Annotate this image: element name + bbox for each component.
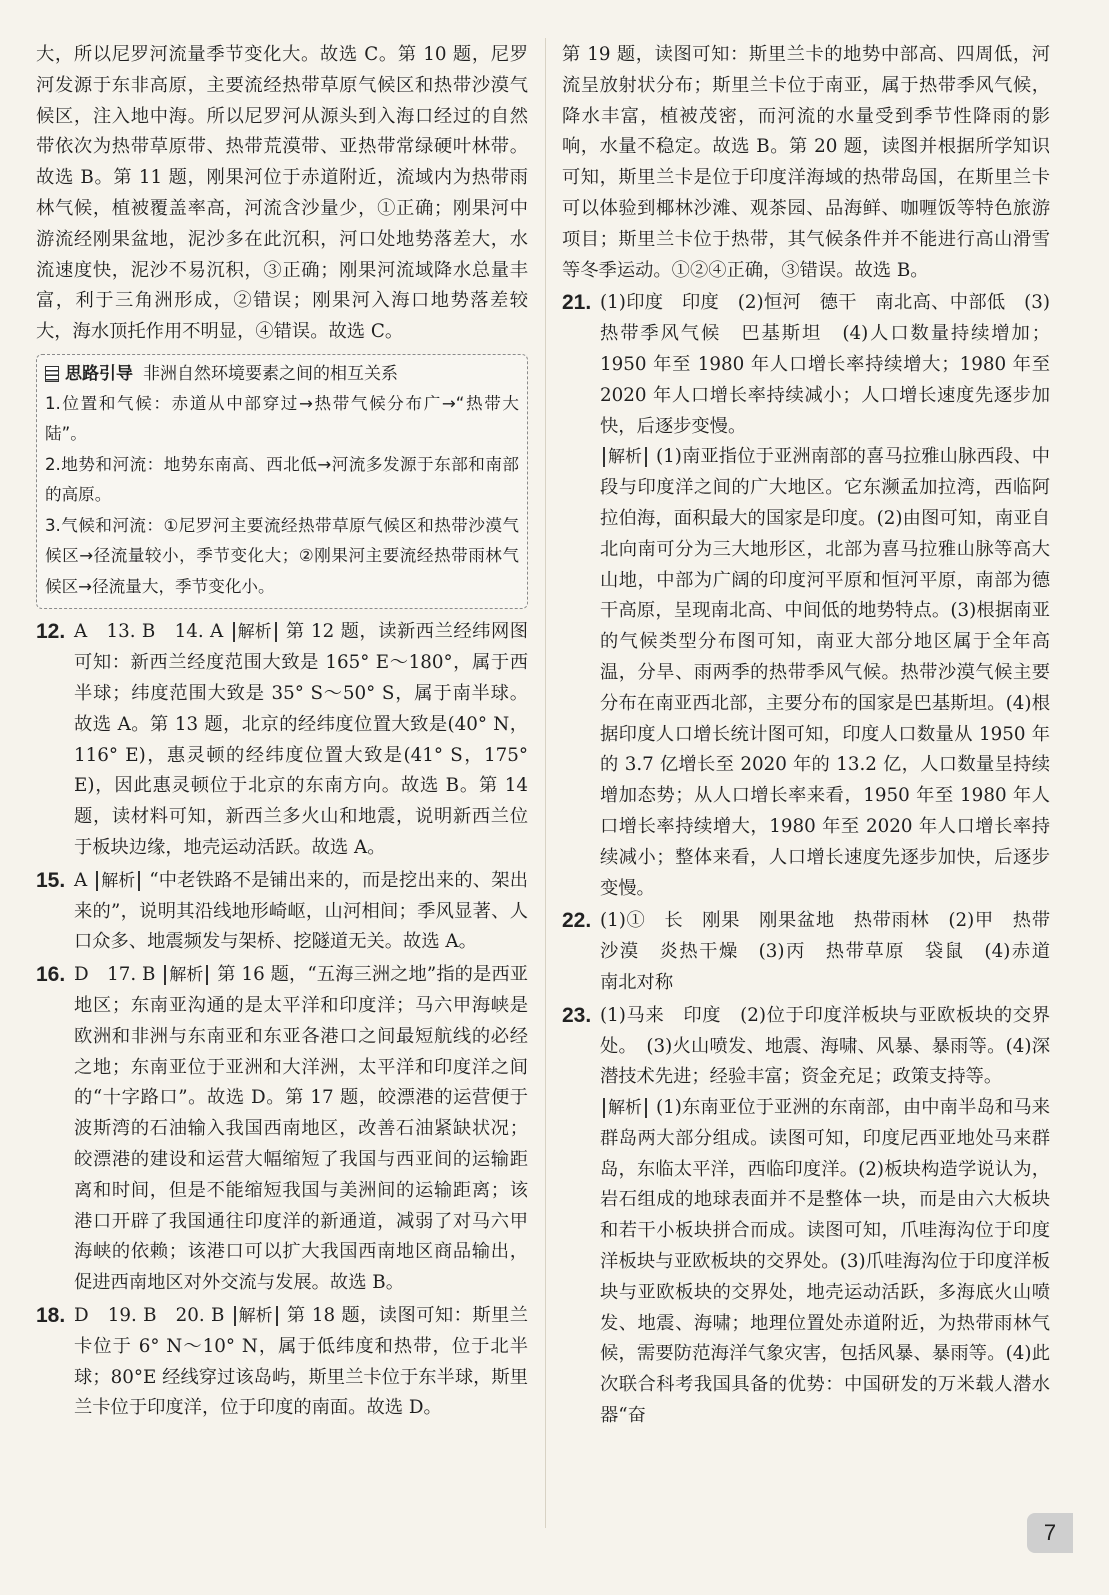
question-body	[600, 906, 1069, 998]
answer-choices: A	[74, 869, 88, 891]
question-body	[74, 1301, 528, 1424]
analysis-tag: 解析	[603, 447, 647, 467]
answer-choices: D 17. B	[74, 964, 156, 986]
question-item-22	[562, 906, 1069, 998]
analysis-block	[600, 1093, 1050, 1432]
hint-title-row	[45, 359, 519, 389]
question-item-21	[562, 288, 1050, 904]
question-body	[74, 617, 528, 863]
question-body	[600, 1001, 1050, 1432]
question-number: 18.	[36, 1304, 66, 1327]
analysis-text: (1)南亚指位于亚洲南部的喜马拉雅山脉西段、中段与印度洋之间的广大地区。它东濒孟加拉湾，西临阿拉伯海，面积最大的国家是印度。(2)由图可知，南亚自北向南可分为三大地形区，北部为喜马拉雅山脉等高大山地，中部为广阔的印度河平原和恒河平原，南部为德干高原，呈现南北高、中间低的地势特点。(3)根据南亚的气候类型分布图可知，南亚大部分地区属于全年高温，分旱、雨两季的热带季风气候。热带沙漠气候主要分布在南亚西北部，主要分布的国家是巴基斯坦。(4)根据印度人口增长统计图可知，印度人口数量从 1950 年的 3.7 亿增长至 2020 年的 13.2 亿，人口数量呈持续增加态势；从人口增长率来看，1950 年至 1980 年人口增长率持续增大，1980 年至 2020 年人口增长率持续减小；整体来看，人口增长速度先逐步加快，后逐步变慢。	[600, 446, 1051, 899]
question-number: 23.	[562, 1003, 592, 1027]
analysis-tag: 解析	[603, 1098, 647, 1118]
hint-label: 思路引导	[65, 363, 133, 384]
question-body	[74, 960, 528, 1299]
notebook-icon	[45, 366, 59, 382]
question-item-18	[36, 1301, 528, 1424]
hint-line: 3.气候和河流：①尼罗河主要流经热带草原气候区和热带沙漠气候区→径流量较小，季节变化大；②刚果河主要流经热带雨林气候区→径流量大，季节变化小。	[45, 515, 519, 596]
question-body	[600, 288, 1050, 904]
answer-text: (1)① 长 刚果 刚果盆地 热带雨林 (2)甲 热带沙漠 炎热干燥 (3)丙 热带草原 袋鼠 (4)赤道 南北对称	[600, 910, 1069, 993]
hint-box	[36, 354, 528, 610]
answer-text: (1)印度 印度 (2)恒河 德干 南北高、中部低 (3)热带季风气候 巴基斯坦 (4)人口数量持续增加；1950 年至 1980 年人口增长率持续增大；1980 年至 2020 年人口增长率持续减小；人口增长速度先逐步加快，后逐步变慢。	[600, 292, 1050, 437]
question-number: 21.	[562, 291, 592, 315]
analysis-text: 第 12 题，读新西兰经纬网图可知：新西兰经度范围大致是 165° E～180°，属于西半球；纬度范围大致是 35° S～50° S，属于南半球。故选 A。第 13 题，北京的经纬度位置大致是(40° N，116° E)，惠灵顿的经纬度位置大致是(41° S，175° E)，因此惠灵顿位于北京的东南方向。故选 B。第 14 题，读材料可知，新西兰多火山和地震，说明新西兰位于板块边缘，地壳运动活跃。故选 A。	[74, 621, 529, 859]
left-column	[36, 40, 528, 1424]
analysis-text: 第 18 题，读图可知：斯里兰卡位于 6° N～10° N，属于低纬度和热带，位于北半球；80°E 经线穿过该岛屿，斯里兰卡位于东半球，斯里兰卡位于印度洋，位于印度的南面。故选 D。	[74, 1305, 529, 1419]
analysis-text: 第 16 题，“五海三洲之地”指的是西亚地区；东南亚沟通的是太平洋和印度洋；马六甲海峡是欧洲和非洲与东南亚和东亚各港口之间最短航线的必经之地；东南亚位于亚洲和大洋洲，太平洋和印度洋之间的“十字路口”。故选 D。第 17 题，皎漂港的运营便于波斯湾的石油输入我国西南地区，改善石油紧缺状况；皎漂港的建设和运营大幅缩短了我国与西亚间的运输距离和时间，但是不能缩短我国与美洲间的运输距离；该港口开辟了我国通往印度洋的新通道，减弱了对马六甲海峡的依赖；该港口可以扩大我国西南地区商品输出，促进西南地区对外交流与发展。故选 B。	[74, 964, 529, 1294]
right-intro-paragraph: 第 19 题，读图可知：斯里兰卡的地势中部高、四周低，河流呈放射状分布；斯里兰卡位于南亚，属于热带季风气候，降水丰富，植被茂密，而河流的水量受到季节性降雨的影响，水量不稳定。故选 B。第 20 题，读图并根据所学知识可知，斯里兰卡是位于印度洋海域的热带岛国，在斯里兰卡可以体验到椰林沙滩、观茶园、品海鲜、咖喱饭等特色旅游项目；斯里兰卡位于热带，其气候条件并不能进行高山滑雪等冬季运动。①②④正确，③错误。故选 B。	[562, 44, 1050, 281]
analysis-tag: 解析	[234, 1306, 278, 1326]
hint-line: 2.地势和河流：地势东南高、西北低→河流多发源于东部和南部的高原。	[45, 454, 519, 505]
analysis-text: “中老铁路不是铺出来的，而是挖出来的、架出来的”，说明其沿线地形崎岖，山河相间；季风显著、人口众多、地震频发与架桥、挖隧道无关。故选 A。	[74, 869, 529, 953]
answer-choices: D 19. B 20. B	[74, 1305, 225, 1326]
question-item-16	[36, 960, 528, 1299]
page-number: 7	[1027, 1513, 1073, 1553]
analysis-tag: 解析	[164, 965, 208, 985]
analysis-tag: 解析	[96, 871, 140, 891]
answer-text: (1)马来 印度 (2)位于印度洋板块与亚欧板块的交界处。 (3)火山喷发、地震、海啸、风暴、暴雨等。(4)深潜技术先进；经验丰富；资金充足；政策支持等。	[600, 1004, 1050, 1088]
question-number: 15.	[36, 868, 66, 892]
question-number: 12.	[36, 620, 66, 644]
column-divider	[545, 38, 546, 1528]
hint-title: 非洲自然环境要素之间的相互关系	[143, 363, 398, 384]
question-number: 16.	[36, 963, 66, 987]
question-item-15	[36, 866, 528, 958]
question-item-12	[36, 617, 528, 863]
question-number: 22.	[562, 909, 592, 933]
answer-choices: A 13. B 14. A	[74, 621, 224, 643]
analysis-text: (1)东南亚位于亚洲的东南部，由中南半岛和马来群岛两大部分组成。读图可知，印度尼西亚地处马来群岛，东临太平洋，西临印度洋。(2)板块构造学说认为，岩石组成的地球表面并不是整体一块，而是由六大板块和若干小板块拼合而成。读图可知，爪哇海沟位于印度洋板块与亚欧板块的交界处。(3)爪哇海沟位于印度洋板块与亚欧板块的交界处，地壳运动活跃，多海底火山喷发、地震、海啸；地理位置处赤道附近，为热带雨林气候，需要防范海洋气象灾害，包括风暴、暴雨等。(4)此次联合科考我国具备的优势：中国研发的万米载人潜水器“奋	[600, 1097, 1051, 1427]
analysis-block	[600, 442, 1050, 904]
left-intro-paragraph: 大，所以尼罗河流量季节变化大。故选 C。第 10 题，尼罗河发源于东非高原，主要流经热带草原气候区和热带沙漠气候区，注入地中海。所以尼罗河从源头到入海口经过的自然带依次为热带草原带、热带荒漠带、亚热带常绿硬叶林带。故选 B。第 11 题，刚果河位于赤道附近，流域内为热带雨林气候，植被覆盖率高，河流含沙量少，①正确；刚果河中游流经刚果盆地，泥沙多在此沉积，河口处地势落差大，水流速度快，泥沙不易沉积，③正确；刚果河流域降水总量丰富，利于三角洲形成，②错误；刚果河入海口地势落差较大，海水顶托作用不明显，④错误。故选 C。	[36, 44, 528, 343]
analysis-tag: 解析	[233, 622, 277, 642]
hint-line: 1.位置和气候：赤道从中部穿过→热带气候分布广→“热带大陆”。	[45, 393, 519, 444]
question-body	[74, 866, 528, 958]
question-item-23	[562, 1001, 1050, 1432]
right-column	[562, 40, 1069, 1432]
